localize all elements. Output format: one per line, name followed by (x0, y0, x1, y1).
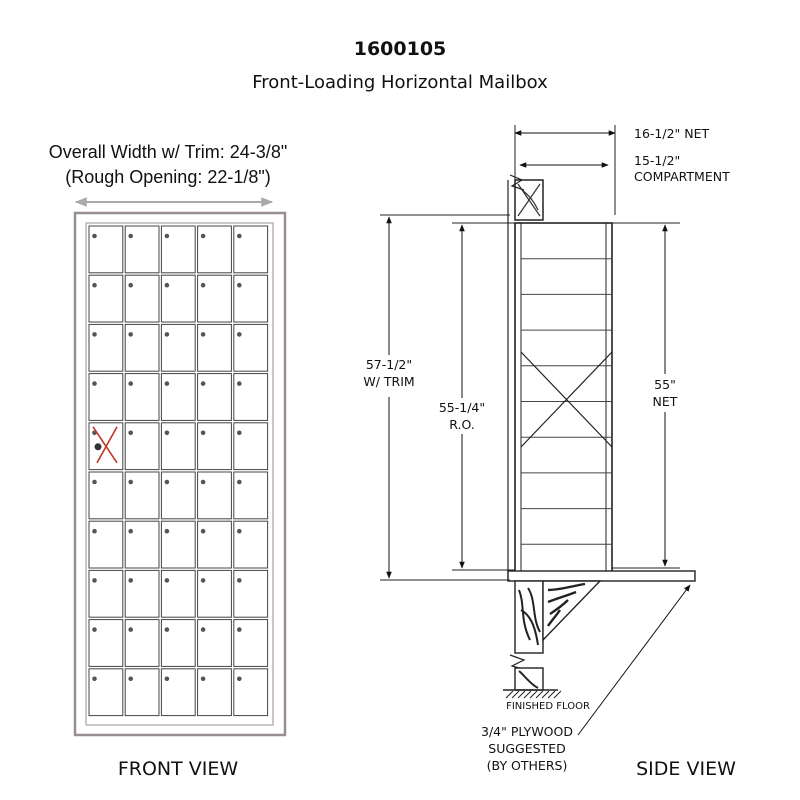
lock-icon (92, 234, 97, 239)
mailbox-door (125, 620, 159, 667)
lock-icon (237, 677, 242, 682)
plywood-label-line1: 3/4" PLYWOOD (481, 724, 573, 739)
lock-icon (237, 529, 242, 534)
lock-icon (92, 529, 97, 534)
lock-icon (165, 234, 170, 239)
mailbox-door (198, 423, 232, 470)
lock-icon (237, 332, 242, 337)
plywood-label-line3: (BY OTHERS) (486, 758, 568, 773)
mailbox-door (89, 620, 123, 667)
compartment-width-label: 15-1/2" (634, 153, 681, 168)
lock-icon (92, 677, 97, 682)
lock-icon (201, 627, 206, 632)
floor-hatch-line (518, 691, 525, 698)
lock-icon (237, 234, 242, 239)
mailbox-door (161, 521, 195, 568)
mailbox-compartment-grid (89, 226, 268, 716)
lock-icon (92, 332, 97, 337)
mailbox-door (198, 521, 232, 568)
finished-floor-label: FINISHED FLOOR (506, 701, 590, 712)
mailbox-door (234, 472, 268, 519)
lock-icon (165, 677, 170, 682)
mailbox-door (89, 669, 123, 716)
lock-icon (92, 480, 97, 485)
lock-icon (165, 480, 170, 485)
mailbox-door (89, 521, 123, 568)
lock-icon (92, 627, 97, 632)
mailbox-door (161, 570, 195, 617)
height-trim-value: 57-1/2" (365, 357, 413, 372)
lock-icon (237, 480, 242, 485)
lock-icon (201, 234, 206, 239)
mailbox-door (125, 423, 159, 470)
mailbox-door (125, 275, 159, 322)
mailbox-door (198, 374, 232, 421)
lock-icon (165, 332, 170, 337)
mailbox-door (161, 226, 195, 273)
mailbox-door (89, 374, 123, 421)
mailbox-door (161, 472, 195, 519)
mailbox-door (234, 374, 268, 421)
mailbox-door (234, 423, 268, 470)
lock-icon (92, 578, 97, 583)
net-width-label: 16-1/2" NET (634, 126, 710, 141)
floor-hatch-line (512, 691, 519, 698)
mailbox-door (198, 472, 232, 519)
lock-icon (237, 627, 242, 632)
lock-icon (237, 431, 242, 436)
model-number: 1600105 (353, 38, 447, 60)
mailbox-door (89, 570, 123, 617)
floor-hatch-line (524, 691, 531, 698)
lock-icon (165, 627, 170, 632)
mailbox-door (125, 324, 159, 371)
lock-icon (128, 627, 133, 632)
mailbox-door (125, 521, 159, 568)
mailbox-door (125, 570, 159, 617)
lock-icon (201, 431, 206, 436)
mailbox-door (125, 374, 159, 421)
height-ro-label: R.O. (449, 417, 475, 432)
plywood-shelf (508, 571, 695, 581)
lock-icon (128, 677, 133, 682)
height-trim-label: W/ TRIM (363, 374, 415, 389)
mailbox-door (161, 423, 195, 470)
mailbox-door (234, 620, 268, 667)
mailbox-door (198, 620, 232, 667)
mailbox-door (89, 324, 123, 371)
floor-hatch (506, 691, 561, 698)
lock-icon (128, 480, 133, 485)
mailbox-door (198, 275, 232, 322)
floor-hatch-line (530, 691, 537, 698)
mailbox-door (198, 669, 232, 716)
lock-icon (128, 578, 133, 583)
lock-icon (165, 578, 170, 583)
lock-icon (201, 677, 206, 682)
marked-lock-icon (95, 443, 102, 450)
lock-icon (237, 381, 242, 386)
mailbox-door (161, 324, 195, 371)
lock-icon (201, 480, 206, 485)
mailbox-door (234, 324, 268, 371)
mailbox-door (234, 521, 268, 568)
mailbox-door (161, 374, 195, 421)
floor-hatch-line (548, 691, 555, 698)
floor-hatch-line (542, 691, 549, 698)
mailbox-door (89, 226, 123, 273)
lock-icon (201, 529, 206, 534)
mailbox-door (125, 669, 159, 716)
mailbox-door (198, 570, 232, 617)
mailbox-door (198, 226, 232, 273)
mailbox-door (89, 472, 123, 519)
mailbox-door (125, 226, 159, 273)
mailbox-door (161, 620, 195, 667)
height-net-value: 55" (654, 377, 676, 392)
lock-icon (165, 381, 170, 386)
lock-icon (128, 529, 133, 534)
mailbox-door (234, 669, 268, 716)
lock-icon (128, 381, 133, 386)
mailbox-door (234, 226, 268, 273)
lock-icon (128, 332, 133, 337)
lock-icon (165, 431, 170, 436)
lock-icon (237, 578, 242, 583)
rough-opening-label: (Rough Opening: 22-1/8") (65, 167, 271, 187)
lock-icon (237, 283, 242, 288)
height-net-label: NET (652, 394, 678, 409)
side-view-label: SIDE VIEW (636, 758, 736, 780)
mailbox-door (161, 669, 195, 716)
mailbox-door (198, 324, 232, 371)
lock-icon (92, 283, 97, 288)
compartment-label: COMPARTMENT (634, 169, 730, 184)
overall-width-label: Overall Width w/ Trim: 24-3/8" (48, 142, 288, 162)
lock-icon (201, 578, 206, 583)
floor-hatch-line (506, 691, 513, 698)
lock-icon (128, 431, 133, 436)
lock-icon (201, 283, 206, 288)
floor-hatch-line (536, 691, 543, 698)
front-view-label: FRONT VIEW (117, 758, 239, 780)
lock-icon (165, 283, 170, 288)
product-title: Front-Loading Horizontal Mailbox (252, 72, 548, 93)
mailbox-door (234, 275, 268, 322)
plywood-label-line2: SUGGESTED (488, 741, 566, 756)
mailbox-door (125, 472, 159, 519)
mailbox-door (161, 275, 195, 322)
mailbox-door (89, 275, 123, 322)
lock-icon (201, 381, 206, 386)
lock-icon (128, 234, 133, 239)
lock-icon (201, 332, 206, 337)
lock-icon (165, 529, 170, 534)
lock-icon (92, 381, 97, 386)
lock-icon (128, 283, 133, 288)
height-ro-value: 55-1/4" (438, 400, 486, 415)
floor-hatch-line (554, 691, 561, 698)
mailbox-door (234, 570, 268, 617)
plywood-leader (578, 585, 690, 735)
